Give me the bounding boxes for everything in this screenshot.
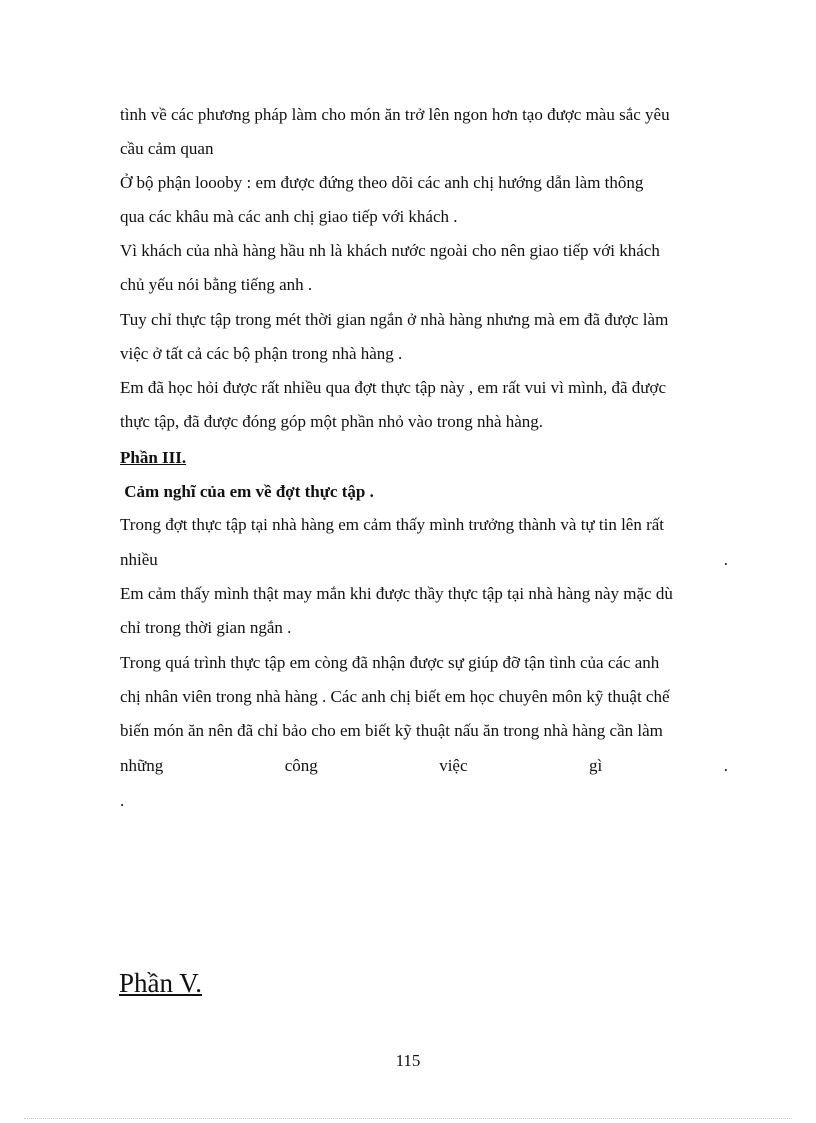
body-line: Tuy chỉ thực tập trong mét thời gian ngắn ở nhà hàng nhưng mà em đã được làm — [120, 310, 669, 329]
page-number: 115 — [395, 1051, 421, 1070]
body-line: Em cảm thấy mình thật may mắn khi được thầy thực tập tại nhà hàng này mặc dù — [120, 584, 673, 603]
word: gì — [589, 756, 603, 775]
body-line: thực tập, đã được đóng góp một phần nhỏ vào trong nhà hàng. — [120, 412, 544, 431]
body-line: việc ở tất cả các bộ phận trong nhà hàng . — [120, 344, 403, 363]
word: . — [723, 756, 728, 775]
body-line: Trong quá trình thực tập em còng đã nhận được sự giúp đỡ tận tình của các anh — [120, 653, 660, 672]
body-line: chỉ trong thời gian ngắn . — [120, 618, 292, 637]
next-section-heading: Phần V. — [119, 968, 203, 998]
body-line: Em đã học hỏi được rất nhiều qua đợt thực tập này , em rất vui vì mình, đã được — [120, 378, 667, 397]
section-title: Cảm nghĩ của em về đợt thực tập . — [120, 482, 374, 501]
body-line: Ở bộ phận loooby : em được đứng theo dõi các anh chị hướng dẫn làm thông — [120, 173, 644, 192]
word: việc — [439, 756, 468, 775]
body-line: chị nhân viên trong nhà hàng . Các anh chị biết em học chuyên môn kỹ thuật chế — [120, 687, 670, 706]
page-bottom-divider — [24, 1118, 792, 1119]
word: công — [284, 756, 318, 775]
stray-dot: . — [120, 791, 125, 810]
body-line: qua các khâu mà các anh chị giao tiếp với khách . — [120, 207, 458, 226]
justified-line — [120, 755, 728, 777]
line-end-dot: . — [723, 550, 728, 569]
body-line — [120, 549, 728, 571]
section-label: Phần III. — [120, 448, 187, 467]
line-text: nhiều — [120, 550, 158, 569]
body-line: tình về các phương pháp làm cho món ăn trở lên ngon hơn tạo được màu sắc yêu — [120, 105, 670, 124]
body-line: Vì khách của nhà hàng hầu nh là khách nước ngoài cho nên giao tiếp với khách — [120, 241, 660, 260]
body-line: biến món ăn nên đã chỉ bảo cho em biết kỹ thuật nấu ăn trong nhà hàng cần làm — [120, 721, 663, 740]
body-line: Trong đợt thực tập tại nhà hàng em cảm thấy mình trưởng thành và tự tin lên rất — [120, 515, 665, 534]
body-line: cầu cảm quan — [120, 139, 214, 158]
body-line: chủ yếu nói bằng tiếng anh . — [120, 275, 313, 294]
word: những — [120, 756, 164, 775]
